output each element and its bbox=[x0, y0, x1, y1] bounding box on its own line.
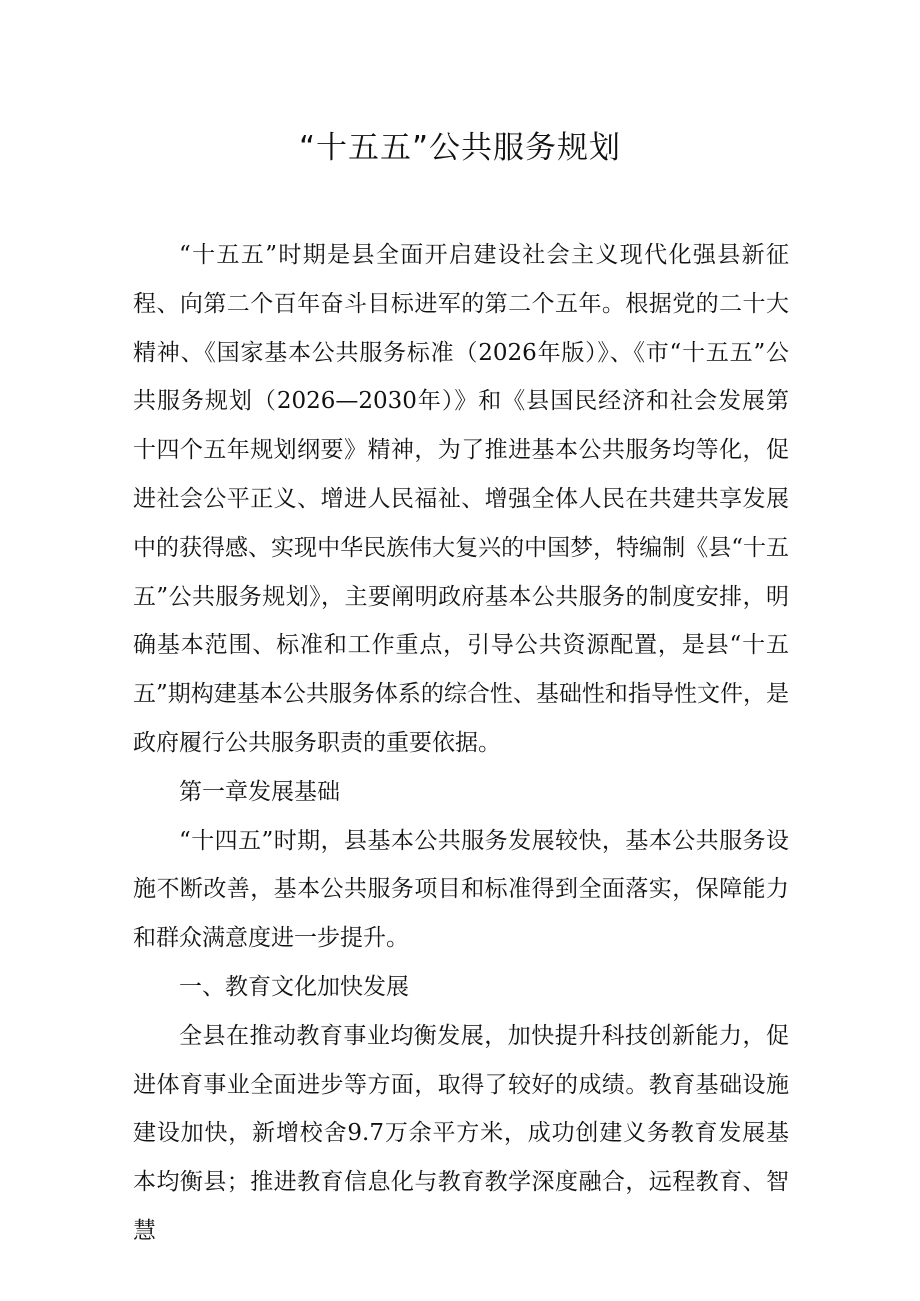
section-heading: 一、教育文化加快发展 bbox=[179, 973, 409, 1000]
section-paragraph: 全县在推动教育事业均衡发展，加快提升科技创新能力，促进体育事业全面进步等方面，取得了较好的成绩。教育基础设施建设加快，新增校舍9.7万余平方米，成功创建义务教育发展基本均衡县；推进教育信息化与教育教学深度融合，远程教育、智慧 bbox=[133, 1022, 789, 1244]
chapter-paragraph: “十四五”时期，县基本公共服务发展较快，基本公共服务设施不断改善，基本公共服务项目和标准得到全面落实，保障能力和群众满意度进一步提升。 bbox=[133, 827, 789, 952]
document-body bbox=[133, 231, 789, 1256]
chapter-heading: 第一章发展基础 bbox=[179, 778, 340, 805]
intro-paragraph: “十五五”时期是县全面开启建设社会主义现代化强县新征程、向第二个百年奋斗目标进军的第二个五年。根据党的二十大精神、《国家基本公共服务标准（2026年版）》、《市“十五五”公共服务规划（2026—2030年）》和《县国民经济和社会发展第十四个五年规划纲要》精神，为了推进基本公共服务均等化，促进社会公平正义、增进人民福祉、增强全体人民在共建共享发展中的获得感、实现中华民族伟大复兴的中国梦，特编制《县“十五五”公共服务规划》，主要阐明政府基本公共服务的制度安排，明确基本范围、标准和工作重点，引导公共资源配置，是县“十五五”期构建基本公共服务体系的综合性、基础性和指导性文件，是政府履行公共服务职责的重要依据。 bbox=[133, 242, 789, 756]
document-title: “十五五”公共服务规划 bbox=[298, 130, 622, 166]
